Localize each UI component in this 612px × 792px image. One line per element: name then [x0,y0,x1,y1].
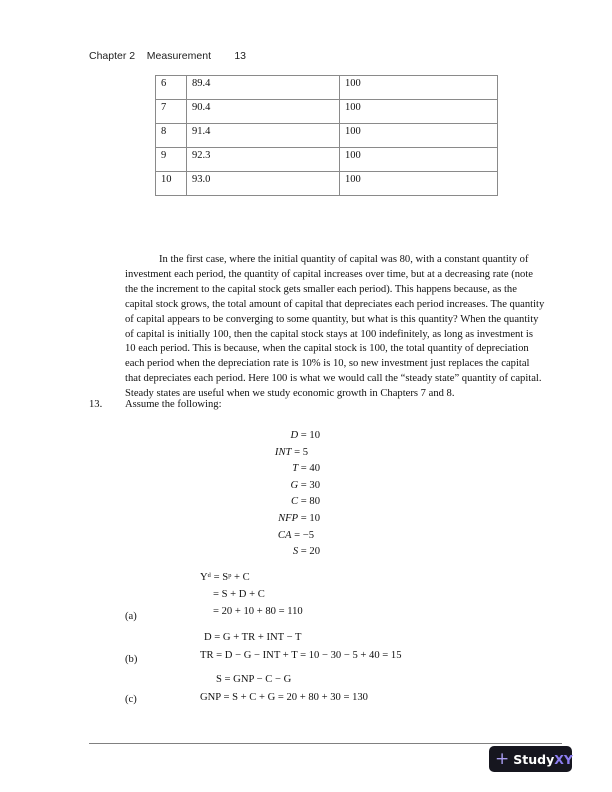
paragraph-line: of capital appears to be converging to some quantity, but what is this quantity? When the quantity [125,313,539,325]
paragraph-line: 10 each period. This is because, when the capital stock is 100, the total quantity of depreciation [125,343,529,355]
page-header [89,50,246,62]
given-value: 10 [309,430,320,441]
paragraph-line: the the increment to the capital stock gets smaller each period). This happens because, as the [125,283,517,295]
steady-cell: 100 [340,76,498,100]
paragraph-line: capital stock grows, the total amount of capital that depreciates each period increases. The quantity [125,298,545,310]
period-cell: 8 [156,124,187,148]
given-row: G = 30 [290,479,320,491]
brand-accent: XY [554,751,573,767]
equation-line: Yᵈ = Sᵖ + C [200,572,250,583]
table-row [156,100,498,124]
paragraph-line: Steady states are useful when we study economic growth in Chapters 7 and 8. [125,388,455,400]
equation-line: GNP = S + C + G = 20 + 80 + 30 = 130 [200,692,368,703]
given-row: INT = 5 [274,446,308,458]
given-row: T = 40 [292,463,320,475]
explanation-paragraph [125,253,565,402]
equation-line: = S + D + C [213,589,265,600]
period-cell: 7 [156,100,187,124]
given-value: −5 [302,529,314,541]
capital-cell: 93.0 [187,172,340,196]
capital-cell: 92.3 [187,148,340,172]
question-prompt: Assume the following: [125,399,222,410]
given-var: INT [274,446,292,458]
given-row: S = 20 [292,546,320,558]
given-value: 5 [302,446,308,458]
given-var: CA [277,529,292,541]
period-cell: 10 [156,172,187,196]
capital-cell: 91.4 [187,124,340,148]
given-var: S [292,546,299,558]
steady-cell: 100 [340,124,498,148]
steady-cell: 100 [340,148,498,172]
paragraph-line: of capital is initially 100, then the capital stock stays at 100 indefinitely, as long as investment is [125,328,533,340]
capital-table [155,75,498,196]
table-row [156,76,498,100]
given-value: 30 [309,479,320,491]
given-row: C = 80 [291,496,320,508]
paragraph-line: investment each period, the quantity of capital increases over time, but at a decreasing rate (note [125,268,533,280]
period-cell: 6 [156,76,187,100]
answer-label-b: (b) [125,654,138,665]
chapter-label: Chapter 2 [89,50,136,62]
table-row [156,124,498,148]
equation-line: S = GNP − C − G [216,674,292,685]
given-row: NFP = 10 [278,512,320,524]
paragraph-line: each period when the depreciation rate is 10% is 10, so new investment just replaces the capital [125,358,530,370]
steady-cell: 100 [340,100,498,124]
given-var: C [291,496,299,508]
given-var: D [290,430,299,441]
equation-line: D = G + TR + INT − T [204,632,302,643]
paragraph-line: that depreciates each period. Here 100 is what we would call the “steady state” quantity of capital. [125,373,542,385]
plus-icon: + [495,748,510,769]
given-values [200,428,320,561]
paragraph-line: In the first case, where the initial quantity of capital was 80, with a constant quantity of [159,254,529,265]
given-value: 40 [309,463,320,475]
given-var: G [290,479,299,491]
brand-main: Study [513,751,555,767]
given-row: CA = −5 [277,529,314,541]
answer-label-a: (a) [125,611,137,622]
given-value: 20 [309,546,320,558]
capital-cell: 89.4 [187,76,340,100]
equation-line: = 20 + 10 + 80 = 110 [213,606,303,617]
answer-label-c: (c) [125,694,137,705]
question-number: 13. [89,399,103,410]
table-row [156,172,498,196]
given-row: D = 10 [290,430,320,441]
capital-cell: 90.4 [187,100,340,124]
given-var: T [292,463,299,475]
page-number: 13 [234,50,247,62]
table-row [156,148,498,172]
period-cell: 9 [156,148,187,172]
steady-cell: 100 [340,172,498,196]
given-value: 10 [309,512,320,524]
studyxy-badge[interactable] [489,746,572,772]
equation-line: TR = D − G − INT + T = 10 − 30 − 5 + 40 = 15 [200,650,402,661]
footer-divider [89,743,562,744]
given-value: 80 [309,496,320,508]
given-var: NFP [278,512,299,524]
chapter-title: Measurement [146,50,211,62]
